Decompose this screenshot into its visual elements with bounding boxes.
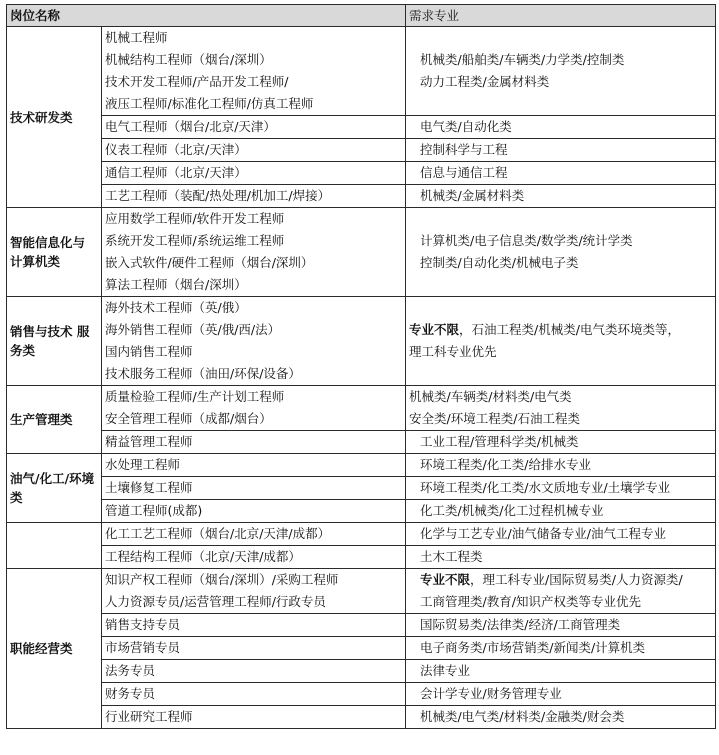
major-label: 电气类/自动化类 — [420, 119, 512, 134]
position-cell — [102, 523, 406, 546]
major-label: 机械类/船舶类/车辆类/力学类/控制类 — [420, 52, 625, 67]
category-cell — [7, 297, 102, 386]
table-row — [7, 431, 716, 454]
table-row — [7, 546, 716, 569]
category-cell — [7, 569, 102, 729]
major-label: 工业工程/管理科学类/机械类 — [420, 434, 579, 449]
major-cell — [406, 185, 716, 208]
major-label: 控制科学与工程 — [420, 142, 508, 157]
position-label: 法务专员 — [105, 663, 156, 678]
major-cell — [406, 546, 716, 569]
position-label: 机械工程师 — [105, 30, 168, 45]
position-cell — [102, 637, 406, 660]
major-label: 控制类/自动化类/机械电子类 — [420, 255, 579, 270]
major-emphasis: 专业不限 — [409, 322, 460, 337]
position-cell — [102, 116, 406, 139]
category-label: 技术研发类 — [10, 109, 73, 125]
table-row — [7, 208, 716, 297]
position-label: 管道工程师(成都) — [105, 503, 203, 518]
position-cell — [102, 614, 406, 637]
major-label: 计算机类/电子信息类/数学类/统计学类 — [420, 233, 633, 248]
major-text: ，理工科专业/国际贸易类/人力资源类/ — [470, 572, 683, 587]
position-label: 工程结构工程师（北京/天津/成都） — [105, 549, 301, 564]
position-cell — [102, 139, 406, 162]
header-position: 岗位名称 — [7, 5, 406, 27]
position-cell — [102, 660, 406, 683]
category-cell-continued — [7, 523, 102, 569]
table-row — [7, 27, 716, 116]
table-row — [7, 185, 716, 208]
major-label: 动力工程类/金属材料类 — [420, 74, 550, 89]
major-cell — [406, 27, 716, 116]
position-label: 海外销售工程师（英/俄/西/法） — [105, 322, 281, 337]
major-cell — [406, 454, 716, 477]
major-cell — [406, 683, 716, 706]
table-row — [7, 683, 716, 706]
position-label: 工艺工程师（装配/热处理/机加工/焊接） — [105, 188, 331, 203]
position-label: 化工工艺工程师（烟台/北京/天津/成都） — [105, 526, 331, 541]
table-row — [7, 477, 716, 500]
major-cell — [406, 477, 716, 500]
major-label: 会计学专业/财务管理专业 — [420, 686, 562, 701]
major-cell — [406, 162, 716, 185]
position-cell — [102, 386, 406, 431]
category-label: 服务类 — [10, 324, 90, 358]
table-header-row — [7, 5, 716, 27]
major-cell — [406, 523, 716, 546]
major-text: ，石油工程类/机械类/电气类环境类等， — [459, 322, 680, 337]
major-cell — [406, 660, 716, 683]
major-label: 环境工程类/化工类/水文质地专业/土壤学专业 — [420, 480, 671, 495]
major-emphasis: 专业不限 — [420, 572, 471, 587]
table-row — [7, 523, 716, 546]
position-label: 通信工程师（北京/天津） — [105, 165, 247, 180]
major-label: 国际贸易类/法律类/经济/工商管理类 — [420, 617, 621, 632]
position-label: 质量检验工程师/生产计划工程师 — [105, 389, 285, 404]
major-cell — [406, 297, 716, 386]
category-cell — [7, 27, 102, 208]
major-cell — [406, 139, 716, 162]
major-label — [420, 569, 715, 591]
position-label: 人力资源专员/运营管理工程师/行政专员 — [105, 594, 326, 609]
table-row — [7, 569, 716, 614]
table-row — [7, 500, 716, 523]
category-cell — [7, 386, 102, 454]
position-label: 嵌入式软件/硬件工程师（烟台/深圳） — [105, 255, 314, 270]
position-cell — [102, 569, 406, 614]
major-cell — [406, 569, 716, 614]
major-label: 信息与通信工程 — [420, 165, 508, 180]
position-label: 海外技术工程师（英/俄） — [105, 300, 247, 315]
category-label: 类 — [10, 490, 23, 505]
requirements-table — [6, 4, 716, 729]
major-cell — [406, 637, 716, 660]
position-label: 市场营销专员 — [105, 640, 181, 655]
major-label: 环境工程类/化工类/给排水专业 — [420, 457, 591, 472]
major-label: 机械类/车辆类/材料类/电气类 — [409, 389, 572, 404]
table-row — [7, 637, 716, 660]
major-cell — [406, 116, 716, 139]
table-row — [7, 297, 716, 386]
category-cell — [7, 208, 102, 297]
position-cell — [102, 185, 406, 208]
position-cell — [102, 297, 406, 386]
category-label: 智能信息化与 — [10, 235, 86, 250]
table-row — [7, 660, 716, 683]
position-cell — [102, 431, 406, 454]
position-label: 液压工程师/标准化工程师/仿真工程师 — [105, 96, 314, 111]
position-label: 行业研究工程师 — [105, 709, 193, 724]
position-label: 销售支持专员 — [105, 617, 181, 632]
position-cell — [102, 454, 406, 477]
category-label: 生产管理类 — [10, 412, 73, 427]
table-row — [7, 139, 716, 162]
major-label: 土木工程类 — [420, 549, 483, 564]
position-label: 技术开发工程师/产品开发工程师/ — [105, 74, 289, 89]
category-label: 油气/化工/环境 — [10, 471, 95, 486]
position-label: 国内销售工程师 — [105, 344, 193, 359]
position-label: 财务专员 — [105, 686, 156, 701]
major-label: 法律专业 — [420, 663, 471, 678]
category-label: 计算机类 — [10, 254, 61, 269]
major-label: 安全类/环境工程类/石油工程类 — [409, 411, 580, 426]
position-label: 仪表工程师（北京/天津） — [105, 142, 247, 157]
major-label: 化工类/机械类/化工过程机械专业 — [420, 503, 604, 518]
position-label: 技术服务工程师（油田/环保/设备） — [105, 366, 301, 381]
position-label: 知识产权工程师（烟台/深圳）/采购工程师 — [105, 572, 339, 587]
position-cell — [102, 477, 406, 500]
major-cell — [406, 706, 716, 729]
table-row — [7, 116, 716, 139]
major-cell — [406, 208, 716, 297]
position-cell — [102, 546, 406, 569]
position-label: 安全管理工程师（成都/烟台） — [105, 411, 272, 426]
position-cell — [102, 500, 406, 523]
major-cell — [406, 614, 716, 637]
table-row — [7, 454, 716, 477]
category-cell — [7, 454, 102, 523]
major-label: 机械类/电气类/材料类/金融类/财会类 — [420, 709, 625, 724]
major-label: 理工科专业优先 — [409, 344, 497, 359]
major-label — [409, 319, 715, 341]
table-row — [7, 386, 716, 431]
position-label: 精益管理工程师 — [105, 434, 193, 449]
position-cell — [102, 208, 406, 297]
category-label: 销售与技术 — [10, 324, 73, 339]
position-label: 水处理工程师 — [105, 457, 181, 472]
major-label: 电子商务类/市场营销类/新闻类/计算机类 — [420, 640, 646, 655]
position-cell — [102, 27, 406, 116]
major-cell — [406, 500, 716, 523]
position-label: 算法工程师（烟台/深圳） — [105, 277, 247, 292]
table-row — [7, 614, 716, 637]
position-label: 电气工程师（烟台/北京/天津） — [105, 119, 276, 134]
major-label: 工商管理类/教育/知识产权类等专业优先 — [420, 594, 641, 609]
position-label: 机械结构工程师（烟台/深圳） — [105, 52, 272, 67]
position-cell — [102, 162, 406, 185]
major-label: 机械类/金属材料类 — [420, 188, 525, 203]
major-cell — [406, 431, 716, 454]
header-major: 需求专业 — [406, 5, 716, 27]
position-label: 应用数学工程师/软件开发工程师 — [105, 211, 285, 226]
major-label: 化学与工艺专业/油气储备专业/油气工程专业 — [420, 526, 666, 541]
position-label: 土壤修复工程师 — [105, 480, 193, 495]
category-label: 职能经营类 — [10, 641, 73, 656]
position-cell — [102, 683, 406, 706]
position-cell — [102, 706, 406, 729]
table-row — [7, 162, 716, 185]
major-cell — [406, 386, 716, 431]
position-label: 系统开发工程师/系统运维工程师 — [105, 233, 285, 248]
table-row — [7, 706, 716, 729]
